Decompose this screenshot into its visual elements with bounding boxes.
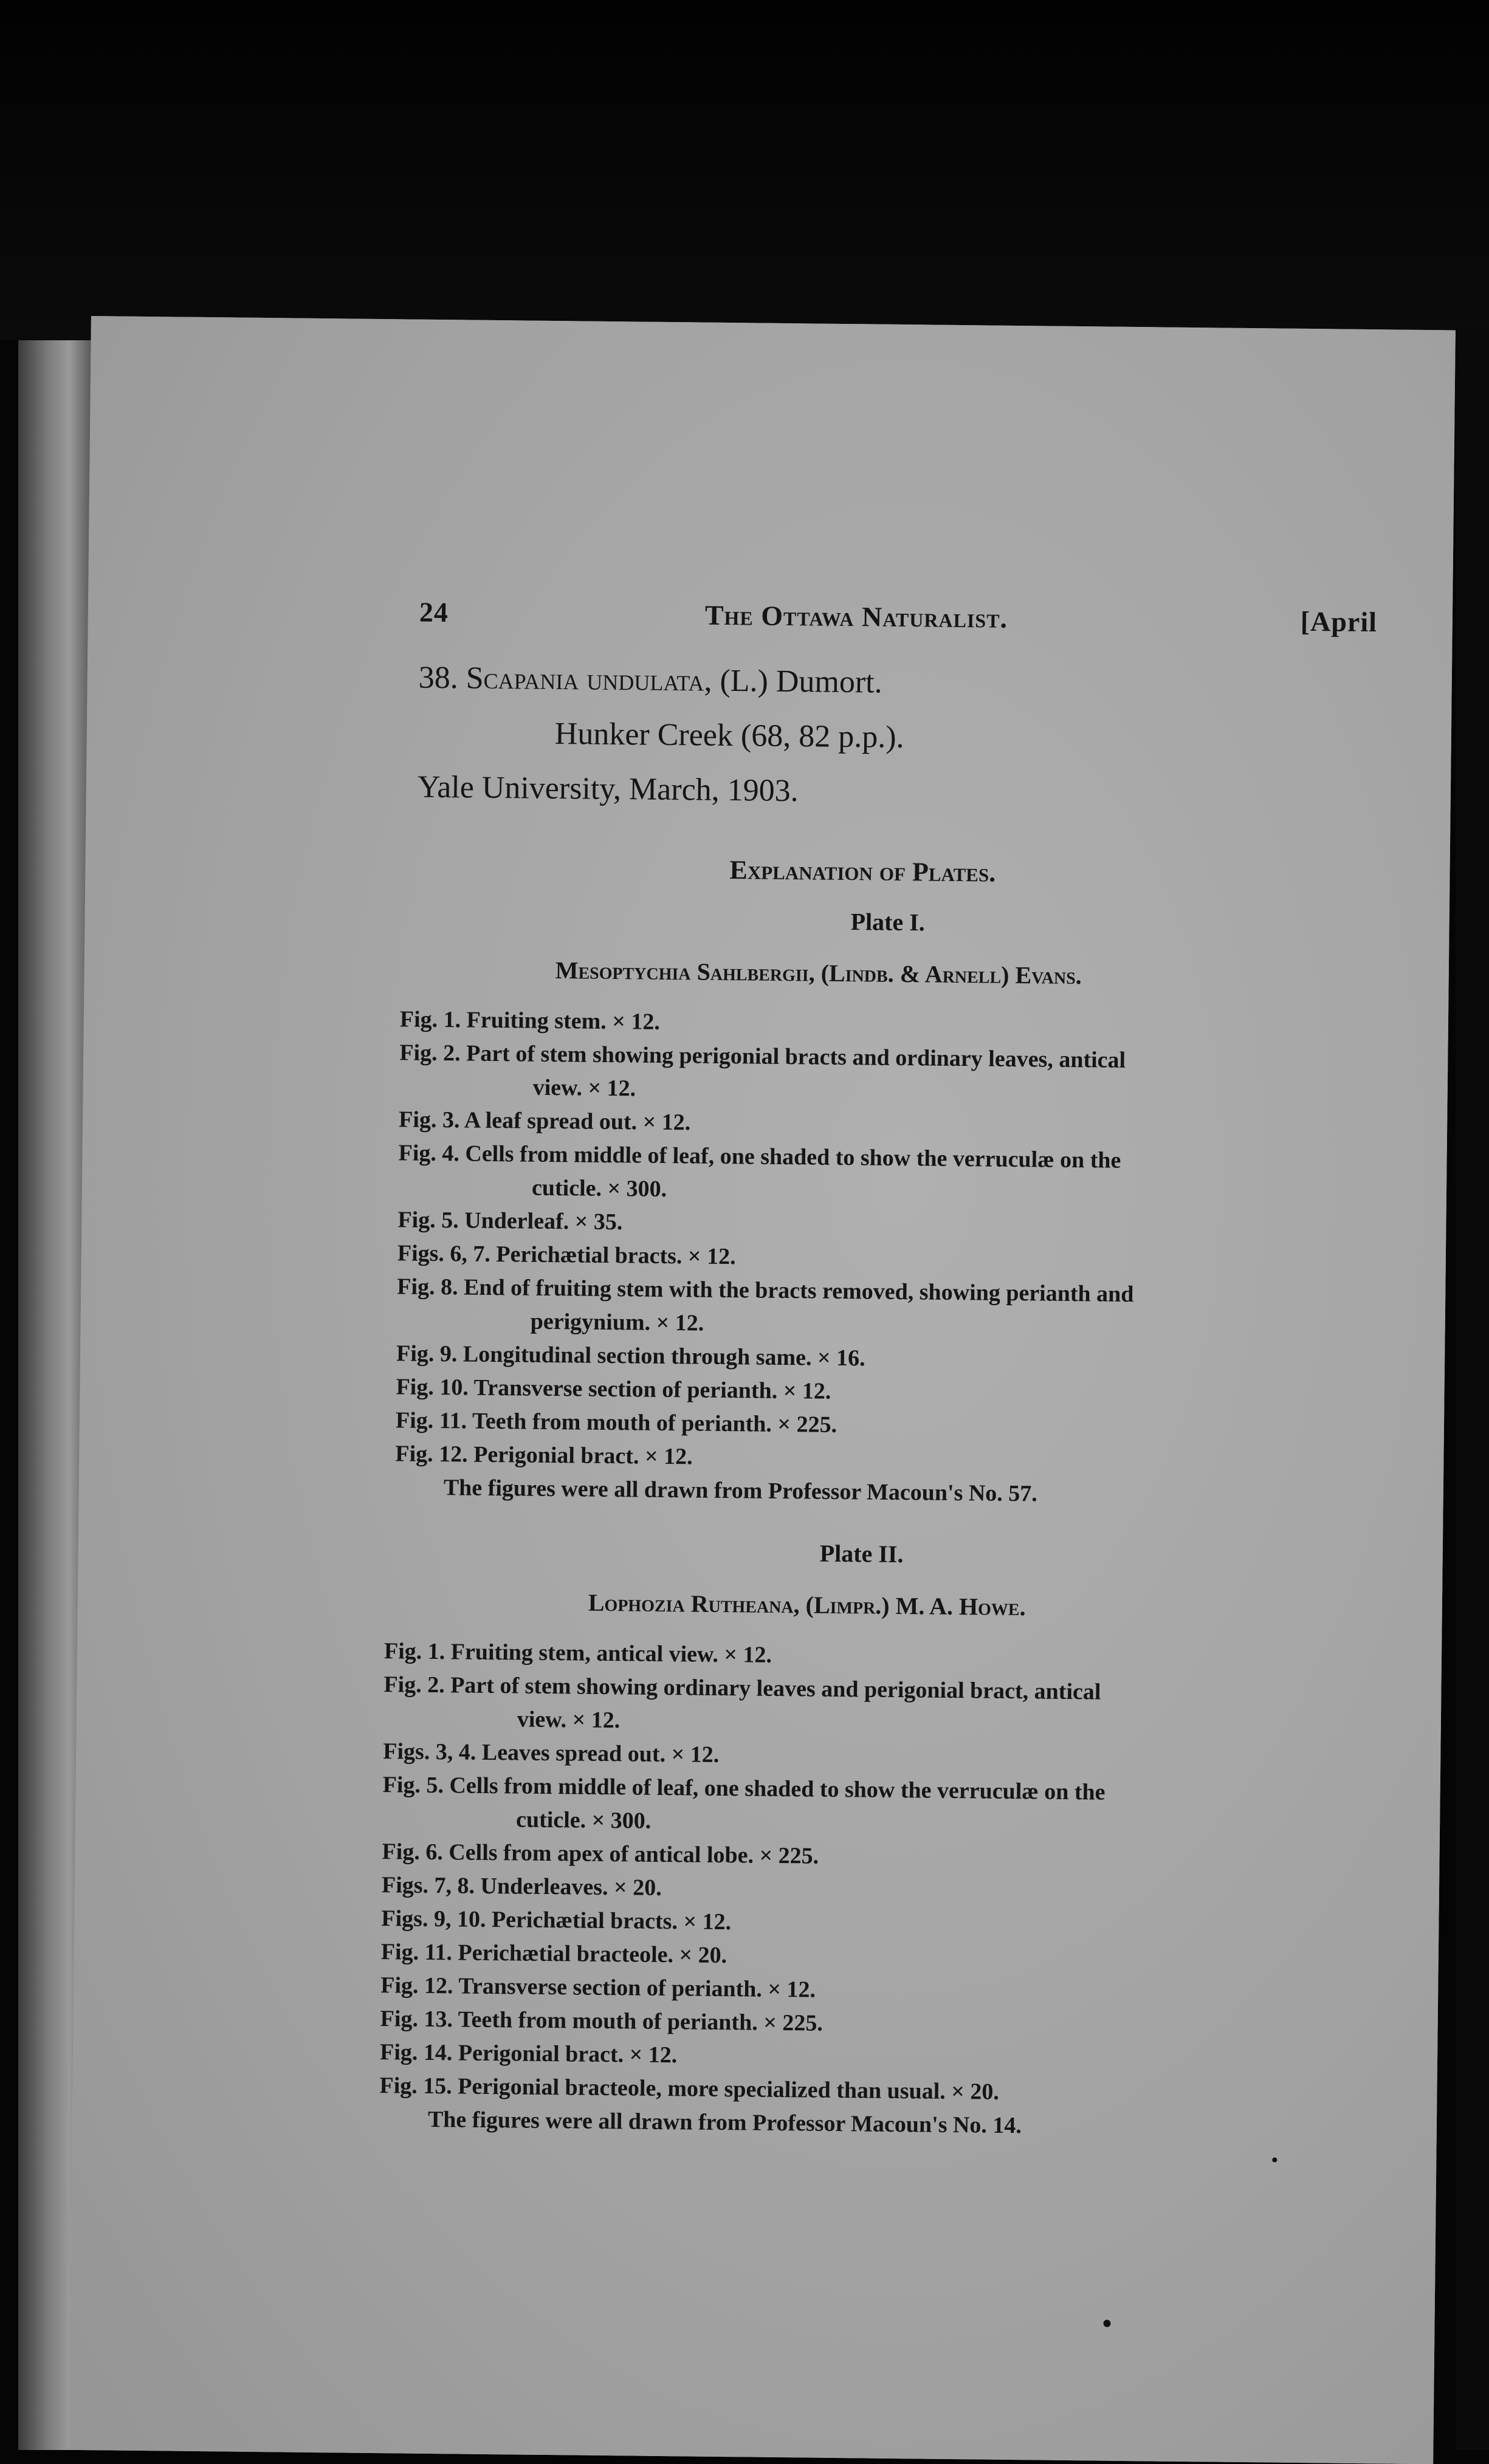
section-title: Explanation of Plates. (729, 855, 996, 888)
figure-caption: Fig. 5. Cells from middle of leaf, one shaded to show the verruculæ on the (382, 1772, 1106, 1805)
figure-caption-continuation: cuticle. × 300. (515, 1807, 652, 1834)
figure-caption: Fig. 6. Cells from apex of antical lobe. × 225. (382, 1839, 819, 1869)
plate-2-figure-list (379, 1635, 1369, 2146)
figure-caption: Figs. 7, 8. Underleaves. × 20. (381, 1872, 662, 1901)
figure-caption-continuation: view. × 12. (532, 1074, 636, 1102)
page-number: 24 (419, 596, 449, 628)
figure-caption: Fig. 4. Cells from middle of leaf, one shaded to show the verruculæ on the (398, 1140, 1121, 1173)
plate-2-title: Plate II. (819, 1539, 904, 1568)
signature: Yale University, March, 1903. (417, 769, 799, 809)
species-name: Scapania undulata, (466, 661, 712, 698)
species-locality: Hunker Creek (68, 82 p.p.). (554, 716, 904, 755)
figure-caption: Fig. 1. Fruiting stem, antical view. × 12. (383, 1638, 772, 1668)
figure-caption: Figs. 9, 10. Perichætial bracts. × 12. (381, 1906, 732, 1935)
plate-1-figure-list (395, 1003, 1385, 1514)
plate-2-note: The figures were all drawn from Professor Macoun's No. 14. (427, 2106, 1022, 2139)
right-dark-border (1456, 328, 1489, 2450)
plate-1-title: Plate I. (850, 908, 926, 936)
figure-caption: Fig. 1. Fruiting stem. × 12. (399, 1006, 661, 1035)
figure-caption-continuation: perigynium. × 12. (530, 1308, 704, 1336)
figure-caption: Figs. 3, 4. Leaves spread out. × 12. (383, 1738, 720, 1768)
figure-caption: Fig. 15. Perigonial bracteole, more specialized than usual. × 20. (379, 2073, 1000, 2105)
book-page (69, 316, 1456, 2464)
figure-caption: Fig. 2. Part of stem showing perigonial bracts and ordinary leaves, antical (399, 1040, 1126, 1073)
figure-caption: Fig. 14. Perigonial bract. × 12. (379, 2039, 678, 2068)
figure-caption: Fig. 9. Longitudinal section through same. × 16. (396, 1340, 865, 1371)
figure-caption: Figs. 6, 7. Perichætial bracts. × 12. (397, 1240, 736, 1270)
figure-caption: Fig. 13. Teeth from mouth of perianth. × 225. (380, 2006, 824, 2036)
species-authority: (L.) Dumort. (720, 663, 882, 700)
plate-1-note: The figures were all drawn from Professor Macoun's No. 57. (443, 1475, 1038, 1507)
species-number: 38. (418, 660, 459, 696)
plate-2-species: Lophozia Rutheana, (Limpr.) M. A. Howe. (588, 1588, 1026, 1621)
figure-caption: Fig. 3. A leaf spread out. × 12. (398, 1107, 691, 1136)
figure-caption: Fig. 10. Transverse section of perianth. × 12. (396, 1374, 831, 1404)
ink-speck (1272, 2158, 1277, 2163)
journal-title: The Ottawa Naturalist. (704, 599, 1008, 634)
figure-caption-continuation: cuticle. × 300. (531, 1175, 667, 1202)
dark-background (0, 0, 1489, 340)
figure-caption: Fig. 2. Part of stem showing ordinary leaves and perigonial bract, antical (383, 1672, 1101, 1705)
figure-caption: Fig. 11. Perichætial bracteole. × 20. (380, 1939, 727, 1969)
figure-caption: Fig. 11. Teeth from mouth of perianth. × 225. (395, 1407, 837, 1438)
header-month: [April (1300, 605, 1378, 638)
figure-caption: Fig. 5. Underleaf. × 35. (397, 1207, 623, 1235)
figure-caption: Fig. 12. Transverse section of perianth. × 12. (380, 1972, 816, 2003)
species-entry (418, 660, 882, 701)
figure-caption: Fig. 12. Perigonial bract. × 12. (395, 1441, 693, 1470)
ink-speck (1103, 2320, 1110, 2327)
plate-1-species: Mesoptychia Sahlbergii, (Lindb. & Arnell) Evans. (555, 956, 1082, 990)
figure-caption-continuation: view. × 12. (517, 1706, 621, 1734)
figure-caption: Fig. 8. End of fruiting stem with the bracts removed, showing perianth and (397, 1274, 1134, 1308)
